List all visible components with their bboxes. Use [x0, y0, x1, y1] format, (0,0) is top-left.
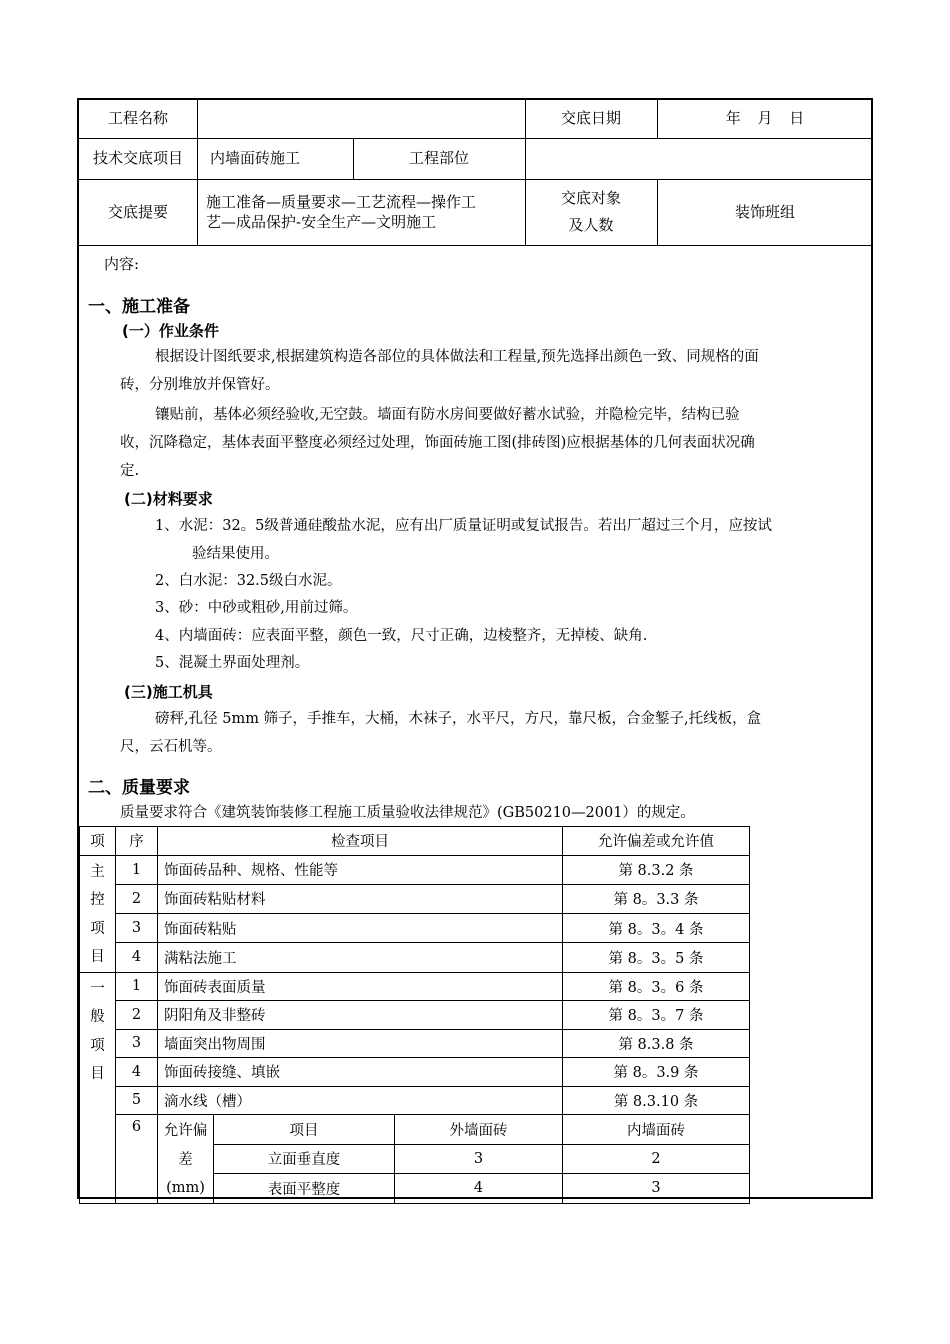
material-item: 2、白水泥：32.5级白水泥。: [155, 573, 342, 589]
dev-item: 立面垂直度: [214, 1144, 395, 1174]
header-item: 项: [80, 827, 116, 856]
section-1-1-title: (一）作业条件: [122, 322, 219, 340]
material-item: 1、水泥：32。5级普通硅酸盐水泥，应有出厂质量证明或复试报告。若出厂超过三个月，应按试: [155, 518, 772, 534]
row-no: 2: [116, 884, 158, 913]
row-no: 3: [116, 1029, 158, 1058]
quality-table: [79, 826, 750, 1204]
row-allow: 第 8。3。6 条: [563, 972, 750, 1001]
section-1-2-title: (二)材料要求: [124, 490, 213, 508]
paragraph-line: 镶贴前，基体必须经验收,无空鼓。墙面有防水房间要做好蓄水试验，并隐检完毕，结构已验: [155, 407, 740, 423]
row-check: 饰面砖表面质量: [158, 972, 563, 1001]
table-header-row: [80, 827, 750, 856]
table-row: [80, 855, 750, 884]
row-check: 满粘法施工: [158, 943, 563, 972]
header-divider: [77, 245, 873, 246]
row-allow: 第 8。3。4 条: [563, 914, 750, 943]
row-check: 饰面砖接缝、填嵌: [158, 1058, 563, 1087]
dev-outer: 4: [395, 1174, 563, 1204]
dev-header-item: 项目: [214, 1115, 395, 1145]
paragraph-line: 尺，云石机等。: [120, 739, 222, 755]
row-allow: 第 8.3.10 条: [563, 1086, 750, 1115]
row-check: 滴水线（槽）: [158, 1086, 563, 1115]
table-row: [80, 884, 750, 913]
target-value: 装饰班组: [734, 203, 795, 221]
material-item: 3、砂：中砂或粗砂,用前过筛。: [155, 600, 358, 616]
section-1-3-title: (三)施工机具: [124, 683, 213, 701]
table-row: [80, 1086, 750, 1115]
tech-item-value: 内墙面砖施工: [210, 149, 301, 167]
table-row: [80, 1058, 750, 1087]
paragraph-line: 定.: [120, 463, 140, 479]
row-check: 饰面砖粘贴材料: [158, 884, 563, 913]
paragraph-line: 根据设计图纸要求,根据建筑构造各部位的具体做法和工程量,预先选择出颜色一致、同规格的面: [155, 349, 759, 365]
row-no: 2: [116, 1001, 158, 1030]
header-divider: [197, 98, 198, 245]
row-check: 饰面砖粘贴: [158, 914, 563, 943]
dev-header-inner: 内墙面砖: [563, 1115, 750, 1145]
row-check: 饰面砖品种、规格、性能等: [158, 855, 563, 884]
paragraph-line: 砖，分别堆放并保管好。: [120, 377, 280, 393]
target-label-line1: 交底对象: [560, 189, 621, 207]
content-label: 内容:: [104, 255, 140, 273]
summary-value-line1: 施工准备—质量要求—工艺流程—操作工: [206, 193, 477, 211]
header-check: 检查项目: [158, 827, 563, 856]
summary-label: 交底提要: [107, 203, 168, 221]
tech-item-label: 技术交底项目: [92, 149, 183, 167]
section-1-title: 一、施工准备: [88, 297, 190, 317]
dev-inner: 2: [563, 1144, 750, 1174]
row-no: 4: [116, 1058, 158, 1087]
section-2-title: 二、质量要求: [88, 778, 190, 798]
project-name-label: 工程名称: [107, 109, 168, 127]
dev-item: 表面平整度: [214, 1174, 395, 1204]
dev-outer: 3: [395, 1144, 563, 1174]
location-label: 工程部位: [408, 149, 469, 167]
table-row: [80, 1001, 750, 1030]
row-no: 4: [116, 943, 158, 972]
table-row: [80, 1029, 750, 1058]
paragraph-line: 质量要求符合《建筑装饰装修工程施工质量验收法律规范》(GB50210—2001）的规定。: [120, 805, 695, 821]
material-item: 验结果使用。: [192, 546, 279, 562]
row-allow: 第 8。3。7 条: [563, 1001, 750, 1030]
table-row: [80, 1115, 750, 1145]
row-check: 阴阳角及非整砖: [158, 1001, 563, 1030]
table-row: [80, 972, 750, 1001]
header-allow: 允许偏差或允许值: [563, 827, 750, 856]
row-no: 5: [116, 1086, 158, 1115]
target-label-line2: 及人数: [568, 216, 614, 234]
row-allow: 第 8.3.8 条: [563, 1029, 750, 1058]
row-allow: 第 8。3.3 条: [563, 884, 750, 913]
dev-inner: 3: [563, 1174, 750, 1204]
material-item: 5、混凝土界面处理剂。: [155, 655, 310, 671]
paragraph-line: 收，沉降稳定，基体表面平整度必须经过处理，饰面砖施工图(排砖图)应根据基体的几何表面状况确: [120, 435, 755, 451]
row-allow: 第 8。3。5 条: [563, 943, 750, 972]
row-no: 1: [116, 972, 158, 1001]
row-allow: 第 8。3.9 条: [563, 1058, 750, 1087]
main-group-label: 主控项目: [80, 855, 116, 972]
row-no: 3: [116, 914, 158, 943]
table-row: [80, 943, 750, 972]
summary-value-line2: 艺—成品保护-安全生产—文明施工: [206, 213, 437, 231]
date-value: 年 月 日: [725, 109, 805, 127]
deviation-label: 允许偏差(mm): [158, 1115, 214, 1204]
dev-header-outer: 外墙面砖: [395, 1115, 563, 1145]
date-label: 交底日期: [560, 109, 621, 127]
row-check: 墙面突出物周围: [158, 1029, 563, 1058]
row-no: 6: [116, 1115, 158, 1204]
material-item: 4、内墙面砖：应表面平整，颜色一致，尺寸正确，边棱整齐，无掉棱、缺角.: [155, 628, 648, 644]
table-row: [80, 914, 750, 943]
paragraph-line: 磅秤,孔径 5mm 筛子，手推车，大桶，木袜子，水平尺，方尺，靠尺板，合金錾子,托线板，盒: [155, 711, 762, 727]
row-allow: 第 8.3.2 条: [563, 855, 750, 884]
header-divider: [525, 138, 526, 179]
general-group-label: 一般项目: [80, 972, 116, 1203]
row-no: 1: [116, 855, 158, 884]
header-no: 序: [116, 827, 158, 856]
